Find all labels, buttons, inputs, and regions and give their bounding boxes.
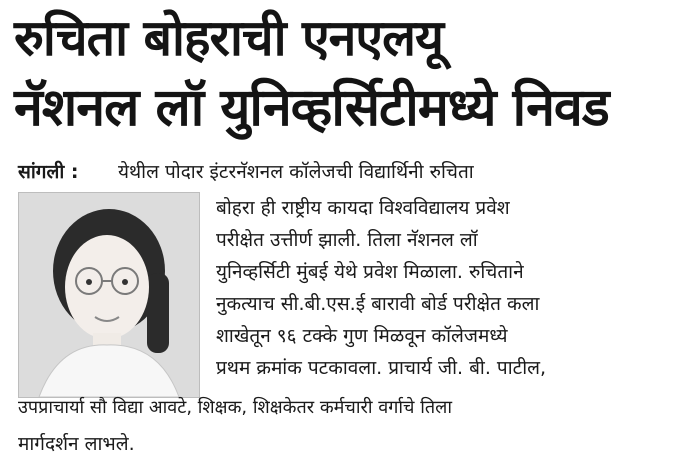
- article-line-7: प्रथम क्रमांक पटकावला. प्राचार्य जी. बी. पाटील,: [216, 357, 547, 379]
- article-line-2: बोहरा ही राष्ट्रीय कायदा विश्वविद्यालय प्रवेश: [216, 197, 510, 219]
- student-photo: [18, 192, 200, 398]
- article-line-6: शाखेतून ९६ टक्के गुण मिळवून कॉलेजमध्ये: [216, 325, 508, 347]
- dateline: सांगली :: [18, 161, 79, 183]
- article-line-3: परीक्षेत उत्तीर्ण झाली. तिला नॅशनल लॉ: [216, 229, 478, 251]
- article-line-9: मार्गदर्शन लाभले.: [18, 433, 135, 455]
- article-line-4: युनिव्हर्सिटी मुंबई येथे प्रवेश मिळाला. रुचिताने: [216, 261, 524, 283]
- headline-line-1: रुचिता बोहराची एनएलयू: [14, 9, 443, 67]
- article-line-8: उपप्राचार्या सौ विद्या आवटे, शिक्षक, शिक्षकेतर कर्मचारी वर्गाचे तिला: [18, 397, 452, 418]
- headline-line-2: नॅशनल लॉ युनिव्हर्सिटीमध्ये निवड: [14, 78, 609, 138]
- article-line-1: येथील पोदार इंटरनॅशनल कॉलेजची विद्यार्थिनी रुचिता: [118, 161, 474, 183]
- article-line-5: नुकत्याच सी.बी.एस.ई बारावी बोर्ड परीक्षेत कला: [216, 293, 540, 315]
